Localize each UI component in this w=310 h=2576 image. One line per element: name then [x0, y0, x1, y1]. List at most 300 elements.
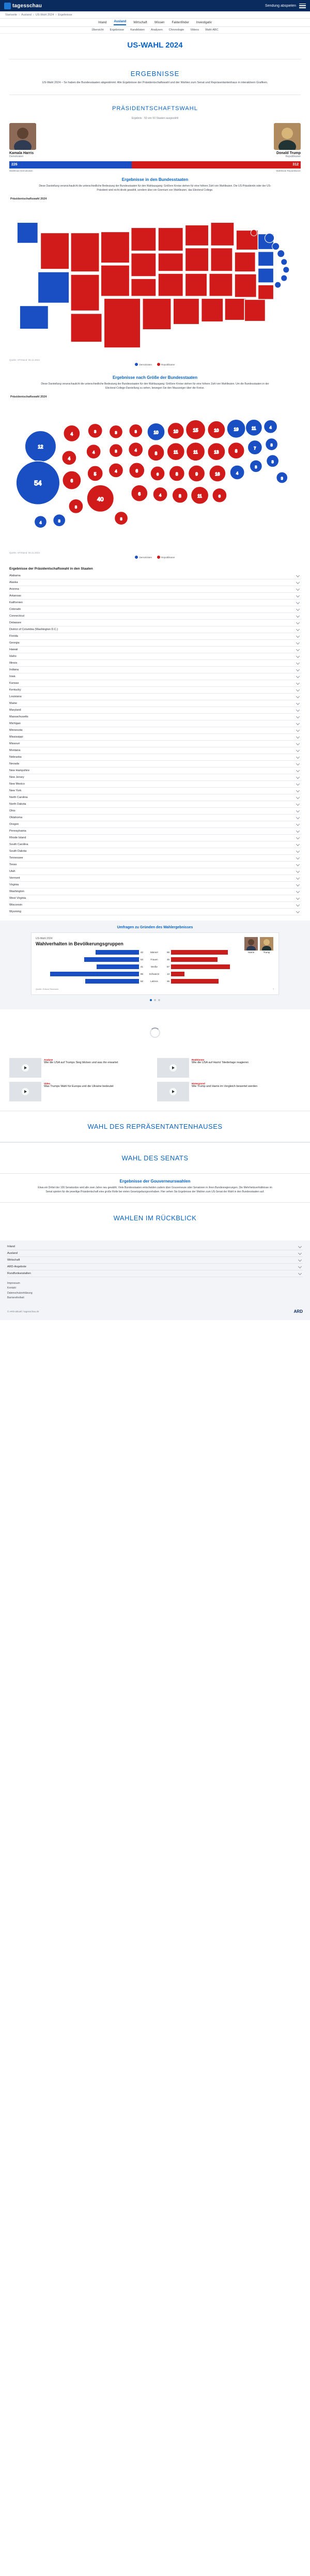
- chevron-down-icon[interactable]: [298, 1251, 302, 1255]
- svg-text:4: 4: [92, 451, 95, 455]
- state-name: Idaho: [9, 654, 17, 658]
- poll-head-harris: [244, 937, 258, 954]
- chevron-down-icon[interactable]: [296, 641, 300, 645]
- svg-text:4: 4: [68, 456, 71, 461]
- site-logo[interactable]: [4, 3, 42, 9]
- state-accordion-item[interactable]: [9, 781, 301, 788]
- chevron-down-icon[interactable]: [296, 634, 300, 638]
- state-accordion-item[interactable]: [9, 754, 301, 761]
- state-accordion-item[interactable]: [9, 808, 301, 815]
- chevron-down-icon[interactable]: [296, 627, 300, 631]
- us-choropleth-map[interactable]: [9, 202, 301, 358]
- teaser-headline-2[interactable]: Wie die USA auf Harris' Niederlage reagieren: [192, 1061, 249, 1064]
- play-broadcast-link[interactable]: Sendung abspielen: [265, 4, 296, 8]
- state-accordion-item[interactable]: [9, 895, 301, 902]
- chevron-down-icon[interactable]: [296, 883, 300, 886]
- chevron-down-icon[interactable]: [296, 809, 300, 812]
- poll-photo-harris: [244, 937, 258, 950]
- svg-text:3: 3: [271, 460, 274, 464]
- teaser-kicker-2: Reaktionen: [192, 1058, 205, 1061]
- chevron-down-icon[interactable]: [298, 1245, 302, 1248]
- state-accordion-item[interactable]: [9, 720, 301, 727]
- subnav-item-chronologie[interactable]: Chronologie: [168, 28, 184, 32]
- state-name: Kansas: [9, 681, 19, 685]
- poll-value-trump: 55: [166, 950, 169, 954]
- play-icon[interactable]: [22, 1088, 29, 1095]
- subnav-item-kandidaten[interactable]: Kandidaten: [130, 28, 145, 32]
- chevron-down-icon[interactable]: [298, 1265, 302, 1268]
- state-accordion-item[interactable]: [9, 882, 301, 888]
- candidate-photo-trump: [274, 123, 301, 150]
- chevron-down-icon[interactable]: [296, 775, 300, 779]
- state-accordion-item[interactable]: [9, 660, 301, 667]
- poll-value-trump: 57: [166, 965, 169, 968]
- candidate-name-trump: Donald Trump: [276, 151, 301, 155]
- poll-name-harris: Harris: [248, 950, 254, 954]
- state-accordion-item[interactable]: [9, 613, 301, 620]
- footer-link-barrierefreiheit[interactable]: Barrierefreiheit: [7, 1296, 24, 1300]
- state-accordion-item[interactable]: [9, 593, 301, 600]
- band-review[interactable]: WAHLEN IM RÜCKBLICK: [0, 1202, 310, 1233]
- chevron-down-icon[interactable]: [296, 755, 300, 759]
- state-accordion-item[interactable]: [9, 653, 301, 660]
- state-accordion-item[interactable]: [9, 888, 301, 895]
- svg-text:4: 4: [134, 449, 137, 453]
- carousel-dot-2[interactable]: [154, 999, 156, 1001]
- chevron-down-icon[interactable]: [296, 701, 300, 705]
- state-name: Nebraska: [9, 755, 22, 759]
- state-name: Colorado: [9, 607, 21, 611]
- chevron-down-icon[interactable]: [296, 728, 300, 732]
- cartogram-svg[interactable]: [9, 400, 301, 550]
- map2-legend: [9, 554, 301, 559]
- chevron-down-icon[interactable]: [296, 661, 300, 665]
- state-accordion-item[interactable]: [9, 747, 301, 754]
- state-name: South Dakota: [9, 849, 27, 853]
- poll-value-harris: 42: [140, 950, 143, 954]
- chevron-down-icon[interactable]: [296, 795, 300, 799]
- map1-title: Ergebnisse in den Bundesstaaten: [121, 177, 189, 182]
- poll-value-harris: 41: [140, 965, 143, 968]
- chevron-down-icon[interactable]: [296, 621, 300, 624]
- footer-accordion-item[interactable]: [7, 1270, 303, 1277]
- state-name: Montana: [9, 748, 21, 752]
- teaser-thumb-1: [9, 1058, 41, 1078]
- chevron-down-icon[interactable]: [296, 816, 300, 819]
- state-accordion-item[interactable]: [9, 600, 301, 606]
- svg-text:6: 6: [218, 494, 221, 498]
- poll-value-trump: 45: [166, 958, 169, 961]
- electoral-bar-dem: 226: [9, 161, 132, 168]
- svg-text:16: 16: [215, 471, 220, 477]
- nav-item-investigativ[interactable]: Investigativ: [196, 21, 212, 24]
- state-name: Hawaii: [9, 648, 18, 651]
- subnav-item-wahl-abc[interactable]: Wahl-ABC: [205, 28, 219, 32]
- poll-bar-trump: [171, 972, 274, 976]
- footer-link-datenschutz[interactable]: Datenschutzerklärung: [7, 1291, 33, 1295]
- poll-row: [36, 971, 274, 977]
- poll-name-trump: Trump: [263, 950, 270, 954]
- poll-row-label: Frauen: [150, 958, 158, 961]
- svg-text:6: 6: [70, 478, 73, 483]
- state-accordion-item[interactable]: [9, 626, 301, 633]
- state-name: North Dakota: [9, 802, 26, 806]
- state-accordion-item[interactable]: [9, 761, 301, 768]
- state-accordion-item[interactable]: [9, 868, 301, 875]
- state-accordion-item[interactable]: [9, 902, 301, 909]
- chevron-down-icon[interactable]: [296, 674, 300, 678]
- state-name: Massachusetts: [9, 715, 28, 718]
- chevron-down-icon[interactable]: [296, 769, 300, 772]
- state-name: Arizona: [9, 587, 19, 591]
- chevron-down-icon[interactable]: [296, 580, 300, 584]
- chevron-down-icon[interactable]: [296, 607, 300, 611]
- poll-row-label: Schwarze: [149, 972, 160, 975]
- chevron-down-icon[interactable]: [296, 681, 300, 685]
- presidential-subline: Ergebnis · 50 von 50 Staaten ausgezählt: [131, 116, 179, 120]
- footer-bottom: [0, 1305, 310, 1320]
- chevron-down-icon[interactable]: [298, 1271, 302, 1275]
- state-accordion-item[interactable]: [9, 768, 301, 774]
- poll-card[interactable]: [31, 932, 279, 995]
- breadcrumb-item-0[interactable]: Startseite: [5, 13, 18, 17]
- footer-item-label: ARD-Angebote: [7, 1265, 26, 1268]
- state-accordion-item[interactable]: [9, 620, 301, 626]
- svg-text:10: 10: [214, 428, 219, 433]
- state-accordion-item[interactable]: [9, 586, 301, 593]
- play-icon[interactable]: [169, 1064, 177, 1071]
- chevron-down-icon[interactable]: [296, 587, 300, 591]
- svg-text:3: 3: [120, 517, 122, 522]
- footer-accordion-item[interactable]: [7, 1257, 303, 1264]
- footer-link-kontakt[interactable]: Kontakt: [7, 1286, 16, 1290]
- map1-legend: [9, 361, 301, 366]
- map1-legend-dem: Demokraten: [135, 363, 152, 366]
- state-name: Michigan: [9, 722, 21, 725]
- state-name: Wisconsin: [9, 903, 23, 907]
- teaser-headline-1[interactable]: Wie die USA auf Trumps Sieg blicken und was ihn erwartet: [44, 1061, 118, 1064]
- chevron-down-icon[interactable]: [296, 869, 300, 873]
- state-accordion-item[interactable]: [9, 647, 301, 653]
- svg-text:13: 13: [214, 450, 219, 455]
- poll-row-label: Latinos: [150, 979, 158, 983]
- state-name: Rhode Island: [9, 836, 26, 839]
- map2-legend-rep: Republikaner: [157, 556, 175, 559]
- state-accordion-item[interactable]: [9, 875, 301, 882]
- svg-text:11: 11: [174, 450, 178, 455]
- state-name: Oregon: [9, 822, 19, 826]
- state-accordion-item[interactable]: [9, 828, 301, 835]
- chevron-down-icon[interactable]: [296, 614, 300, 618]
- state-name: Alaska: [9, 580, 18, 584]
- state-accordion-item[interactable]: [9, 680, 301, 687]
- chevron-down-icon[interactable]: [296, 695, 300, 698]
- state-name: Missouri: [9, 742, 20, 745]
- state-accordion-item[interactable]: [9, 640, 301, 647]
- state-accordion-item[interactable]: [9, 862, 301, 868]
- state-accordion-item[interactable]: [9, 573, 301, 579]
- svg-text:4: 4: [39, 521, 42, 525]
- ard-logo: ARD: [293, 1309, 303, 1314]
- state-accordion-item[interactable]: [9, 673, 301, 680]
- poll-section-title: Umfragen zu Gründen des Wahlergebnisses: [117, 925, 193, 929]
- chevron-down-icon[interactable]: [296, 601, 300, 604]
- state-accordion-item[interactable]: [9, 579, 301, 586]
- chevron-down-icon[interactable]: [296, 822, 300, 826]
- subnav-item-videos[interactable]: Videos: [190, 28, 199, 32]
- page-title: US-WAHL 2024: [127, 41, 183, 50]
- map1-label: Präsidentschaftswahl 2024: [10, 197, 47, 201]
- state-name: Pennsylvania: [9, 829, 26, 833]
- chevron-down-icon[interactable]: [296, 890, 300, 893]
- state-name: New Mexico: [9, 782, 25, 786]
- state-name: Florida: [9, 634, 18, 638]
- state-name: New York: [9, 789, 22, 792]
- poll-value-harris: 53: [140, 958, 143, 961]
- svg-text:4: 4: [115, 469, 117, 473]
- state-name: Kentucky: [9, 688, 21, 692]
- chevron-down-icon[interactable]: [296, 849, 300, 853]
- state-name: Tennessee: [9, 856, 23, 860]
- nav-item-wissen[interactable]: Wissen: [154, 21, 165, 24]
- svg-text:19: 19: [234, 427, 239, 432]
- poll-title: Wahlverhalten in Bevölkerungsgruppen: [36, 941, 123, 946]
- teaser-kicker-1: Analyse: [44, 1058, 53, 1061]
- chevron-down-icon[interactable]: [296, 856, 300, 860]
- chevron-down-icon[interactable]: [296, 842, 300, 846]
- results-intro: US-Wahl 2024 – So haben die Bundesstaaten abgestimmt: Alle Ergebnisse der Präsidentschaftswahl und der Wahlen zum Senat und Repräsentantenhaus in interaktiven Grafiken.: [42, 81, 268, 84]
- svg-text:3: 3: [115, 431, 117, 435]
- poll-bars: [36, 949, 274, 986]
- teaser-headline-3[interactable]: Was Trumps Wahl für Europa und die Ukraine bedeutet: [44, 1084, 114, 1088]
- band-house[interactable]: WAHL DES REPRÄSENTANTENHAUSES: [0, 1111, 310, 1142]
- hamburger-menu-icon[interactable]: [299, 4, 306, 8]
- teaser-card-4[interactable]: [157, 1082, 301, 1101]
- nav-item-wirtschaft[interactable]: Wirtschaft: [133, 21, 147, 24]
- us-cartogram-map[interactable]: [9, 400, 301, 550]
- state-name: New Jersey: [9, 775, 24, 779]
- footer-link-impressum[interactable]: Impressum: [7, 1281, 20, 1285]
- state-accordion-item[interactable]: [9, 788, 301, 794]
- poll-footer: [36, 988, 274, 990]
- state-name: North Carolina: [9, 795, 28, 799]
- chevron-down-icon[interactable]: [296, 782, 300, 786]
- chevron-down-icon[interactable]: [296, 735, 300, 739]
- teaser-row-2: [9, 1082, 301, 1101]
- chevron-down-icon[interactable]: [296, 910, 300, 913]
- state-accordion-item[interactable]: [9, 835, 301, 841]
- candidate-party-trump: Republikaner: [285, 155, 301, 158]
- nav-item-faktenfinder[interactable]: Faktenfinder: [172, 21, 189, 24]
- svg-text:4: 4: [159, 493, 162, 497]
- poll-bar-harris: [36, 972, 139, 976]
- chevron-down-icon[interactable]: [296, 903, 300, 907]
- chevron-down-icon[interactable]: [298, 1258, 302, 1262]
- poll-row-label: Weiße: [151, 965, 158, 968]
- state-accordion-item[interactable]: [9, 700, 301, 707]
- poll-row-label: Männer: [150, 950, 159, 954]
- carousel-dot-3[interactable]: [158, 999, 160, 1001]
- map2-text: Diese Darstellung veranschaulicht die unterschiedliche Bedeutung der Bundesstaaten für den Wahlausgang: Größere Kreise stehen für eine höhere Zahl von Wahlleuten. Um die Bundesstaaten in der Electoral-College-Darstellung zu sehen, bewegen Sie den Mauszeiger über die Kreise.: [41, 382, 269, 390]
- chevron-down-icon[interactable]: [296, 722, 300, 725]
- breadcrumb: Startseite › Ausland › US-Wahl 2024 › Ergebnisse: [0, 11, 310, 19]
- footer-accordion: [0, 1244, 310, 1277]
- chevron-down-icon[interactable]: [296, 594, 300, 597]
- poll-bar-harris: [36, 950, 139, 955]
- candidate-photo-harris: [9, 123, 36, 150]
- state-accordion-item[interactable]: [9, 841, 301, 848]
- teaser-card-1[interactable]: [9, 1058, 153, 1078]
- band-senate[interactable]: WAHL DES SENATS: [0, 1142, 310, 1174]
- breadcrumb-item-3: Ergebnisse: [58, 13, 72, 17]
- logo-mark-icon: [4, 3, 11, 9]
- chevron-down-icon[interactable]: [296, 668, 300, 671]
- poll-body: [36, 949, 274, 986]
- poll-kicker: US-Wahl 2024: [36, 937, 53, 940]
- poll-value-trump: 13: [166, 972, 169, 975]
- chevron-down-icon[interactable]: [296, 654, 300, 658]
- footer-accordion-item[interactable]: [7, 1244, 303, 1250]
- subnav-item-uebersicht[interactable]: Übersicht: [91, 28, 104, 32]
- state-accordion-item[interactable]: [9, 667, 301, 673]
- states-section-title: Ergebnisse der Präsidentschaftswahl in den Staaten: [9, 566, 93, 571]
- top-bar: [0, 0, 310, 11]
- state-accordion-item[interactable]: [9, 714, 301, 720]
- chevron-down-icon[interactable]: [296, 708, 300, 712]
- svg-text:11: 11: [197, 493, 202, 498]
- chevron-down-icon[interactable]: [296, 836, 300, 839]
- footer-item-label: Ausland: [7, 1251, 18, 1255]
- subnav-item-ergebnisse[interactable]: Ergebnisse: [110, 28, 125, 32]
- poll-value-trump: 46: [166, 979, 169, 983]
- svg-text:3: 3: [281, 477, 283, 481]
- poll-head-trump: [260, 937, 273, 954]
- chevron-down-icon[interactable]: [296, 715, 300, 718]
- electoral-bar: [9, 161, 301, 168]
- breadcrumb-item-1[interactable]: Ausland: [21, 13, 32, 17]
- state-accordion-item[interactable]: [9, 727, 301, 734]
- candidate-harris: [9, 123, 87, 158]
- state-accordion-item[interactable]: [9, 774, 301, 781]
- state-name: New Hampshire: [9, 769, 30, 772]
- play-icon[interactable]: [22, 1064, 29, 1071]
- state-name: Illinois: [9, 661, 18, 665]
- state-name: Arkansas: [9, 594, 21, 597]
- play-icon[interactable]: [169, 1088, 177, 1095]
- svg-text:8: 8: [154, 451, 158, 456]
- chevron-down-icon[interactable]: [296, 896, 300, 900]
- loading-spinner-icon: [150, 1028, 160, 1038]
- state-accordion-item[interactable]: [9, 909, 301, 915]
- footer-accordion-item[interactable]: [7, 1264, 303, 1270]
- state-name: Ohio: [9, 809, 16, 812]
- svg-text:6: 6: [157, 472, 159, 477]
- chevron-down-icon[interactable]: [296, 863, 300, 866]
- svg-text:3: 3: [58, 519, 60, 524]
- chevron-down-icon[interactable]: [296, 742, 300, 745]
- candidate-party-harris: Demokraten: [9, 155, 24, 158]
- svg-text:4: 4: [269, 426, 272, 430]
- chevron-down-icon[interactable]: [296, 876, 300, 880]
- state-accordion-item[interactable]: [9, 633, 301, 640]
- poll-row: [36, 964, 274, 970]
- presidential-hero: [0, 115, 310, 172]
- nav-item-ausland[interactable]: Ausland: [114, 20, 126, 25]
- svg-text:8: 8: [235, 449, 238, 454]
- state-accordion-item[interactable]: [9, 741, 301, 747]
- sub-nav: [0, 27, 310, 34]
- svg-text:6: 6: [135, 468, 138, 473]
- state-accordion-item[interactable]: [9, 606, 301, 613]
- svg-text:9: 9: [195, 471, 198, 477]
- map-block-2: [0, 370, 310, 563]
- state-name: Minnesota: [9, 728, 23, 732]
- svg-text:54: 54: [34, 479, 42, 487]
- state-name: Utah: [9, 869, 16, 873]
- breadcrumb-item-2[interactable]: US-Wahl 2024: [35, 13, 54, 17]
- chevron-down-icon[interactable]: [296, 789, 300, 792]
- chevron-down-icon[interactable]: [296, 688, 300, 692]
- carousel-dot-1[interactable]: [150, 999, 152, 1001]
- share-icon[interactable]: ⇪: [272, 987, 274, 990]
- teaser-thumb-3: [9, 1082, 41, 1101]
- nav-item-inland[interactable]: Inland: [98, 21, 107, 24]
- state-accordion-item[interactable]: [9, 687, 301, 694]
- poll-bar-trump: [171, 957, 274, 962]
- footer-item-label: Rundfunkanstalten: [7, 1271, 31, 1275]
- footer: [0, 1240, 310, 1320]
- state-accordion-item[interactable]: [9, 821, 301, 828]
- state-accordion-item[interactable]: [9, 694, 301, 700]
- state-accordion-item[interactable]: [9, 707, 301, 714]
- footer-item-label: Inland: [7, 1245, 15, 1248]
- presidential-heading: PRÄSIDENTSCHAFTSWAHL: [112, 105, 198, 112]
- teaser-headline-4[interactable]: Wie Trump und Harris im Vergleich bewertet werden: [192, 1084, 258, 1088]
- subnav-item-analysen[interactable]: Analysen: [151, 28, 163, 32]
- state-name: South Carolina: [9, 842, 28, 846]
- us-map-svg[interactable]: [9, 202, 301, 358]
- chevron-down-icon[interactable]: [296, 574, 300, 577]
- state-accordion-item[interactable]: [9, 801, 301, 808]
- candidate-name-harris: Kamala Harris: [9, 151, 34, 155]
- chevron-down-icon[interactable]: [296, 802, 300, 806]
- loading-area: [0, 1009, 310, 1056]
- state-accordion-item[interactable]: [9, 848, 301, 855]
- poll-value-harris: 52: [140, 979, 143, 983]
- teaser-card-3[interactable]: [9, 1082, 153, 1101]
- chevron-down-icon[interactable]: [296, 648, 300, 651]
- teaser-thumb-4: [157, 1082, 189, 1101]
- svg-text:4: 4: [236, 471, 239, 476]
- state-name: Georgia: [9, 641, 20, 645]
- teaser-card-2[interactable]: [157, 1058, 301, 1078]
- map1-caption: Quelle: AP/Stand: 06.11.2024: [9, 358, 40, 361]
- state-accordion-item[interactable]: [9, 815, 301, 821]
- footer-accordion-item[interactable]: [7, 1250, 303, 1257]
- state-accordion-item[interactable]: [9, 794, 301, 801]
- governor-title: Ergebnisse der Gouverneurswahlen: [119, 1178, 191, 1184]
- svg-text:7: 7: [254, 447, 256, 451]
- state-accordion-item[interactable]: [9, 855, 301, 862]
- state-name: Alabama: [9, 574, 21, 577]
- chevron-down-icon[interactable]: [296, 762, 300, 765]
- logo-text: tagesschau: [12, 3, 42, 9]
- poll-carousel-dots[interactable]: [0, 999, 310, 1001]
- state-name: Oklahoma: [9, 816, 23, 819]
- chevron-down-icon[interactable]: [296, 829, 300, 833]
- chevron-down-icon[interactable]: [296, 748, 300, 752]
- state-accordion-item[interactable]: [9, 734, 301, 741]
